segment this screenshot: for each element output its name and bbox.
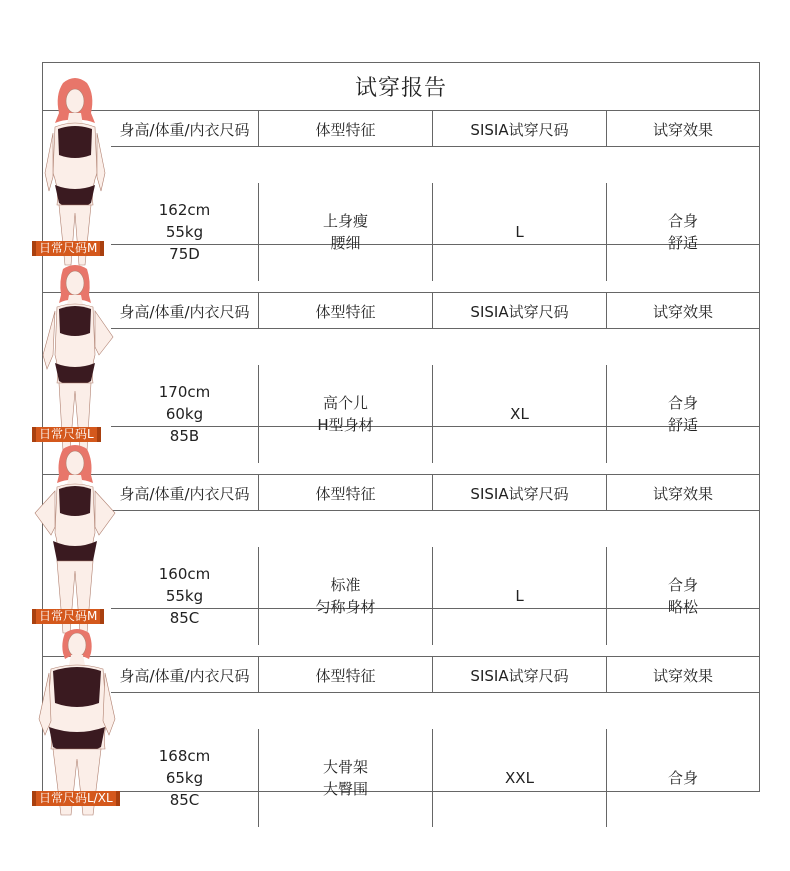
model-illustration-3 [33, 441, 117, 637]
body-type-cell [258, 729, 432, 827]
header-body-type: 体型特征 [258, 657, 432, 693]
daily-size-tag: 日常尺码M [36, 609, 100, 624]
bra-size-value: 85C [169, 791, 200, 809]
model-illustration-2 [33, 259, 117, 455]
header-body-type: 体型特征 [258, 475, 432, 511]
trial-size-value: L [515, 223, 524, 241]
header-trial-size: SISIA试穿尺码 [432, 475, 606, 511]
header-trial-size: SISIA试穿尺码 [432, 657, 606, 693]
header-row [111, 293, 759, 329]
height-value: 168cm [158, 747, 211, 765]
value-row [111, 329, 759, 445]
body-type-line1: 高个儿 [322, 394, 368, 412]
header-row [111, 475, 759, 511]
value-row [111, 147, 759, 263]
fitting-report-table [39, 62, 760, 809]
weight-value: 55kg [165, 587, 204, 605]
body-type-line1: 大骨架 [322, 758, 368, 776]
bra-size-value: 75D [169, 245, 200, 263]
trial-size-value: L [515, 587, 524, 605]
effect-line2: 舒适 [667, 416, 698, 434]
height-value: 170cm [158, 383, 211, 401]
header-row [111, 111, 759, 147]
effect-line1: 合身 [667, 212, 698, 230]
header-effect: 试穿效果 [606, 657, 759, 693]
spacer-row [43, 427, 759, 475]
header-effect: 试穿效果 [606, 293, 759, 329]
model-illustration-1 [33, 73, 117, 269]
header-row [111, 657, 759, 693]
header-measurements: 身高/体重/内衣尺码 [119, 120, 250, 139]
effect-line1: 合身 [667, 576, 698, 594]
effect-line2: 略松 [667, 598, 698, 616]
header-trial-size: SISIA试穿尺码 [432, 111, 606, 147]
report-title: 试穿报告 [43, 63, 759, 111]
body-type-line2: 腰细 [330, 234, 361, 252]
trial-size-value: XXL [505, 769, 534, 787]
body-type-line1: 上身瘦 [322, 212, 368, 230]
effect-line2: 舒适 [667, 234, 698, 252]
height-value: 162cm [158, 201, 211, 219]
daily-size-tag: 日常尺码L [36, 427, 97, 442]
header-trial-size: SISIA试穿尺码 [432, 293, 606, 329]
weight-value: 55kg [165, 223, 204, 241]
spacer-row [43, 609, 759, 657]
daily-size-tag: 日常尺码M [36, 241, 100, 256]
header-measurements: 身高/体重/内衣尺码 [119, 484, 250, 503]
measurements-cell [111, 729, 258, 827]
effect-cell [606, 729, 759, 827]
body-type-line2: 大臀围 [322, 780, 368, 798]
bra-size-value: 85B [169, 427, 200, 445]
effect-line1: 合身 [667, 769, 698, 787]
spacer-row [43, 245, 759, 293]
bra-size-value: 85C [169, 609, 200, 627]
body-type-line2: 匀称身材 [315, 598, 376, 616]
effect-line1: 合身 [667, 394, 698, 412]
value-row [111, 693, 759, 809]
header-body-type: 体型特征 [258, 293, 432, 329]
trial-size-cell [432, 729, 606, 827]
trial-size-value: XL [510, 405, 529, 423]
weight-value: 65kg [165, 769, 204, 787]
body-type-line2: H型身材 [317, 416, 374, 434]
model-illustration-4 [33, 623, 117, 819]
height-value: 160cm [158, 565, 211, 583]
header-measurements: 身高/体重/内衣尺码 [119, 666, 250, 685]
header-effect: 试穿效果 [606, 475, 759, 511]
header-measurements: 身高/体重/内衣尺码 [119, 302, 250, 321]
header-body-type: 体型特征 [258, 111, 432, 147]
daily-size-tag: 日常尺码L/XL [36, 791, 116, 806]
body-type-line1: 标准 [330, 576, 361, 594]
header-effect: 试穿效果 [606, 111, 759, 147]
value-row [111, 511, 759, 627]
weight-value: 60kg [165, 405, 204, 423]
